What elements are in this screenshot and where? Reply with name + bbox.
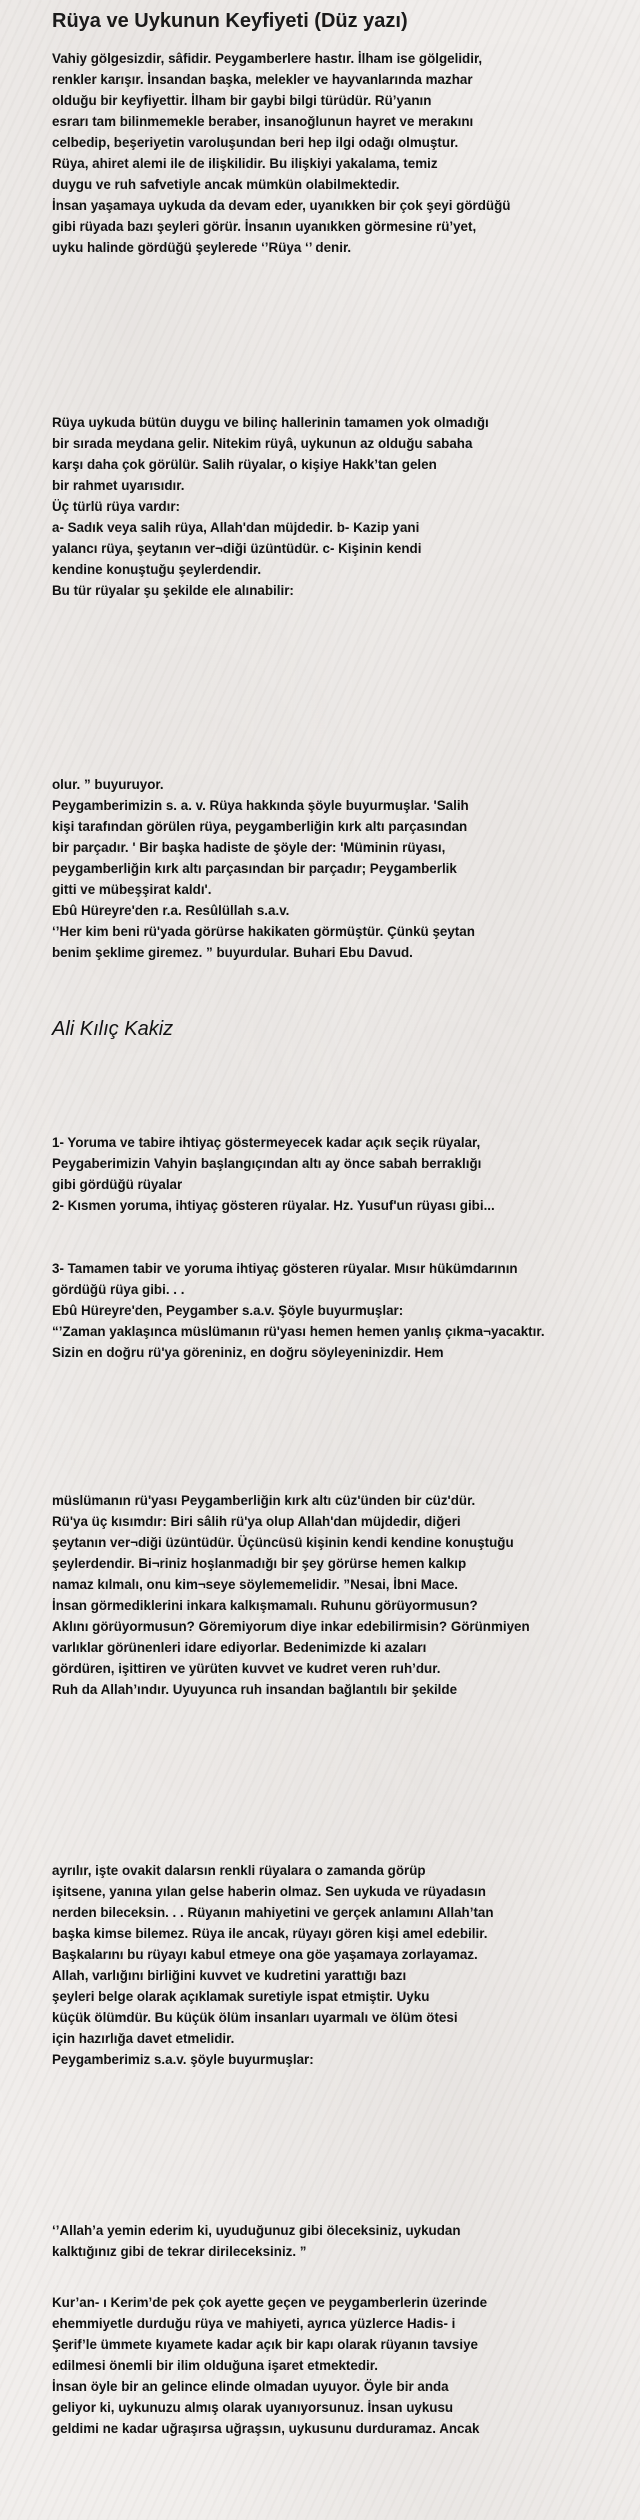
paragraph-oath-quote	[52, 2220, 640, 2262]
paragraph-quran	[52, 2292, 640, 2439]
text-line: Aklını görüyormusun? Göremiyorum diye inkar edebilirmisin? Görünmiyen	[52, 1619, 530, 1634]
text-line: a- Sadık veya salih rüya, Allah'dan müjdedir. b- Kazip yani	[52, 520, 420, 535]
text-line: namaz kılmalı, onu kim¬seye söylememelidir. ”Nesai, İbni Mace.	[52, 1577, 458, 1592]
text-line: kalktığınız gibi de tekrar dirileceksiniz. ”	[52, 2244, 307, 2259]
text-line: Rüya uykuda bütün duygu ve bilinç hallerinin tamamen yok olmadığı	[52, 415, 489, 430]
text-line: Rü'ya üç kısımdır: Biri sâlih rü'ya olup Allah'dan müjdedir, diğeri	[52, 1514, 461, 1529]
text-line: geliyor ki, uykunuzu almış olarak uyanıyorsunuz. İnsan uykusu	[52, 2400, 454, 2415]
text-line: ayrılır, işte ovakit dalarsın renkli rüyalara o zamanda görüp	[52, 1863, 426, 1878]
text-line: “’Zaman yaklaşınca müslümanın rü'yası hemen hemen yanlış çıkma¬yacaktır.	[52, 1324, 545, 1339]
text-line: şeyleri belge olarak açıklamak suretiyle ispat etmiştir. Uyku	[52, 1989, 430, 2004]
text-line: gördüğü rüya gibi. . .	[52, 1282, 185, 1297]
text-line: renkler karışır. İnsandan başka, melekler ve hayvanlarında mazhar	[52, 72, 473, 87]
text-line: kişi tarafından görülen rüya, peygamberliğin kırk altı parçasından	[52, 819, 468, 834]
paragraph-list-3	[52, 1258, 640, 1363]
text-line: yalancı rüya, şeytanın ver¬diği üzüntüdür. c- Kişinin kendi	[52, 541, 422, 556]
paragraph-hadith	[52, 774, 640, 963]
text-line: Vahiy gölgesizdir, sâfidir. Peygamberlere hastır. İlham ise gölgelidir,	[52, 51, 483, 66]
text-line: nerden bileceksin. . . Rüyanın mahiyetini ve gerçek anlamını Allah’tan	[52, 1905, 494, 1920]
text-line: İnsan görmediklerini inkara kalkışmamalı. Ruhunu görüyormusun?	[52, 1598, 478, 1613]
text-line: şeytanın ver¬diği üzüntüdür. Üçüncüsü kişinin kendi kendine konuştuğu	[52, 1535, 514, 1550]
paragraph-muslim-ruya	[52, 1490, 640, 1700]
text-line: uyku halinde gördüğü şeylerede ‘’Rüya ‘’ denir.	[52, 240, 352, 255]
paragraph-sleep	[52, 1860, 640, 2070]
text-line: Ruh da Allah’ındır. Uyuyunca ruh insandan bağlantılı bir şekilde	[52, 1682, 458, 1697]
text-line: başka kimse bilemez. Rüya ile ancak, rüyayı gören kişi amel edebilir.	[52, 1926, 488, 1941]
text-line: 3- Tamamen tabir ve yoruma ihtiyaç gösteren rüyalar. Mısır hükümdarının	[52, 1261, 518, 1276]
text-line: ehemmiyetle durduğu rüya ve mahiyeti, ayrıca yüzlerce Hadis- i	[52, 2316, 456, 2331]
text-line: Ebû Hüreyre'den r.a. Resûlüllah s.a.v.	[52, 903, 290, 918]
text-line: Üç türlü rüya vardır:	[52, 499, 180, 514]
author-signature: Ali Kılıç Kakiz	[52, 1018, 174, 1040]
text-line: varlıklar görünenleri idare ediyorlar. Bedenimizde ki azaları	[52, 1640, 427, 1655]
text-line: Peygamberimiz s.a.v. şöyle buyurmuşlar:	[52, 2052, 314, 2067]
paragraph-list-1-2	[52, 1132, 640, 1216]
paragraph-intro	[52, 48, 640, 258]
text-line: gibi rüyada bazı şeyleri görür. İnsanın uyanıkken görmesine rü’yet,	[52, 219, 477, 234]
text-line: olur. ” buyuruyor.	[52, 777, 164, 792]
page-title: Rüya ve Uykunun Keyfiyeti (Düz yazı)	[52, 10, 408, 32]
text-line: Allah, varlığını birliğini kuvvet ve kudretini yarattığı bazı	[52, 1968, 407, 1983]
text-line: Şerif’le ümmete kıyamete kadar açık bir kapı olarak rüyanın tavsiye	[52, 2337, 478, 2352]
text-line: işitsene, yanına yılan gelse haberin olmaz. Sen uykuda ve rüyadasın	[52, 1884, 486, 1899]
text-line: Peygamberimizin s. a. v. Rüya hakkında şöyle buyurmuşlar. 'Salih	[52, 798, 469, 813]
text-line: kendine konuştuğu şeylerdendir.	[52, 562, 262, 577]
text-line: müslümanın rü'yası Peygamberliğin kırk altı cüz'ünden bir cüz'dür.	[52, 1493, 476, 1508]
text-line: Peygaberimizin Vahyin başlangıçından altı ay önce sabah berraklığı	[52, 1156, 482, 1171]
text-line: için hazırlığa davet etmelidir.	[52, 2031, 235, 2046]
text-line: bir parçadır. ' Bir başka hadiste de şöyle der: 'Müminin rüyası,	[52, 840, 446, 855]
text-line: gibi gördüğü rüyalar	[52, 1177, 183, 1192]
text-line: 1- Yoruma ve tabire ihtiyaç göstermeyecek kadar açık seçik rüyalar,	[52, 1135, 481, 1150]
text-line: Kur’an- ı Kerim’de pek çok ayette geçen ve peygamberlerin üzerinde	[52, 2295, 488, 2310]
text-line: olduğu bir keyfiyettir. İlham bir gaybi bilgi türüdür. Rü’yanın	[52, 93, 432, 108]
text-line: Bu tür rüyalar şu şekilde ele alınabilir:	[52, 583, 294, 598]
text-line: Ebû Hüreyre'den, Peygamber s.a.v. Şöyle buyurmuşlar:	[52, 1303, 404, 1318]
text-line: bir sırada meydana gelir. Nitekim rüyâ, uykunun az olduğu sabaha	[52, 436, 473, 451]
text-line: karşı daha çok görülür. Salih rüyalar, o kişiye Hakk’tan gelen	[52, 457, 437, 472]
text-line: esrarı tam bilinmemekle beraber, insanoğlunun hayret ve merakını	[52, 114, 474, 129]
text-line: İnsan öyle bir an gelince elinde olmadan uyuyor. Öyle bir anda	[52, 2379, 449, 2394]
text-line: geldimi ne kadar uğraşırsa uğraşsın, uykusunu durduramaz. Ancak	[52, 2421, 480, 2436]
text-line: Rüya, ahiret alemi ile de ilişkilidir. Bu ilişkiyi yakalama, temiz	[52, 156, 438, 171]
text-line: edilmesi önemli bir ilim olduğuna işaret etmektedir.	[52, 2358, 378, 2373]
text-line: İnsan yaşamaya uykuda da devam eder, uyanıkken bir çok şeyi gördüğü	[52, 198, 511, 213]
text-line: gitti ve mübeşşirat kaldı'.	[52, 882, 212, 897]
text-line: küçük ölümdür. Bu küçük ölüm insanları uyarmalı ve ölüm ötesi	[52, 2010, 458, 2025]
text-line: ‘’Her kim beni rü'yada görürse hakikaten görmüştür. Çünkü şeytan	[52, 924, 475, 939]
paragraph-ruya-types	[52, 412, 640, 601]
text-line: Başkalarını bu rüyayı kabul etmeye ona göe yaşamaya zorlayamaz.	[52, 1947, 478, 1962]
text-line: bir rahmet uyarısıdır.	[52, 478, 185, 493]
text-line: Sizin en doğru rü'ya göreniniz, en doğru söyleyeninizdir. Hem	[52, 1345, 444, 1360]
text-line: gördüren, işittiren ve yürüten kuvvet ve kudret veren ruh’dur.	[52, 1661, 441, 1676]
text-line: 2- Kısmen yoruma, ihtiyaç gösteren rüyalar. Hz. Yusuf'un rüyası gibi...	[52, 1198, 495, 1213]
text-line: benim şeklime giremez. ” buyurdular. Buhari Ebu Davud.	[52, 945, 413, 960]
text-line: peygamberliğin kırk altı parçasından bir parçadır; Peygamberlik	[52, 861, 457, 876]
text-line: duygu ve ruh safvetiyle ancak mümkün olabilmektedir.	[52, 177, 400, 192]
text-line: ‘’Allah’a yemin ederim ki, uyuduğunuz gibi öleceksiniz, uykudan	[52, 2223, 461, 2238]
text-line: şeylerdendir. Bi¬riniz hoşlanmadığı bir şey görürse hemen kalkıp	[52, 1556, 467, 1571]
text-line: celbedip, beşeriyetin varoluşundan beri hep ilgi odağı olmuştur.	[52, 135, 459, 150]
